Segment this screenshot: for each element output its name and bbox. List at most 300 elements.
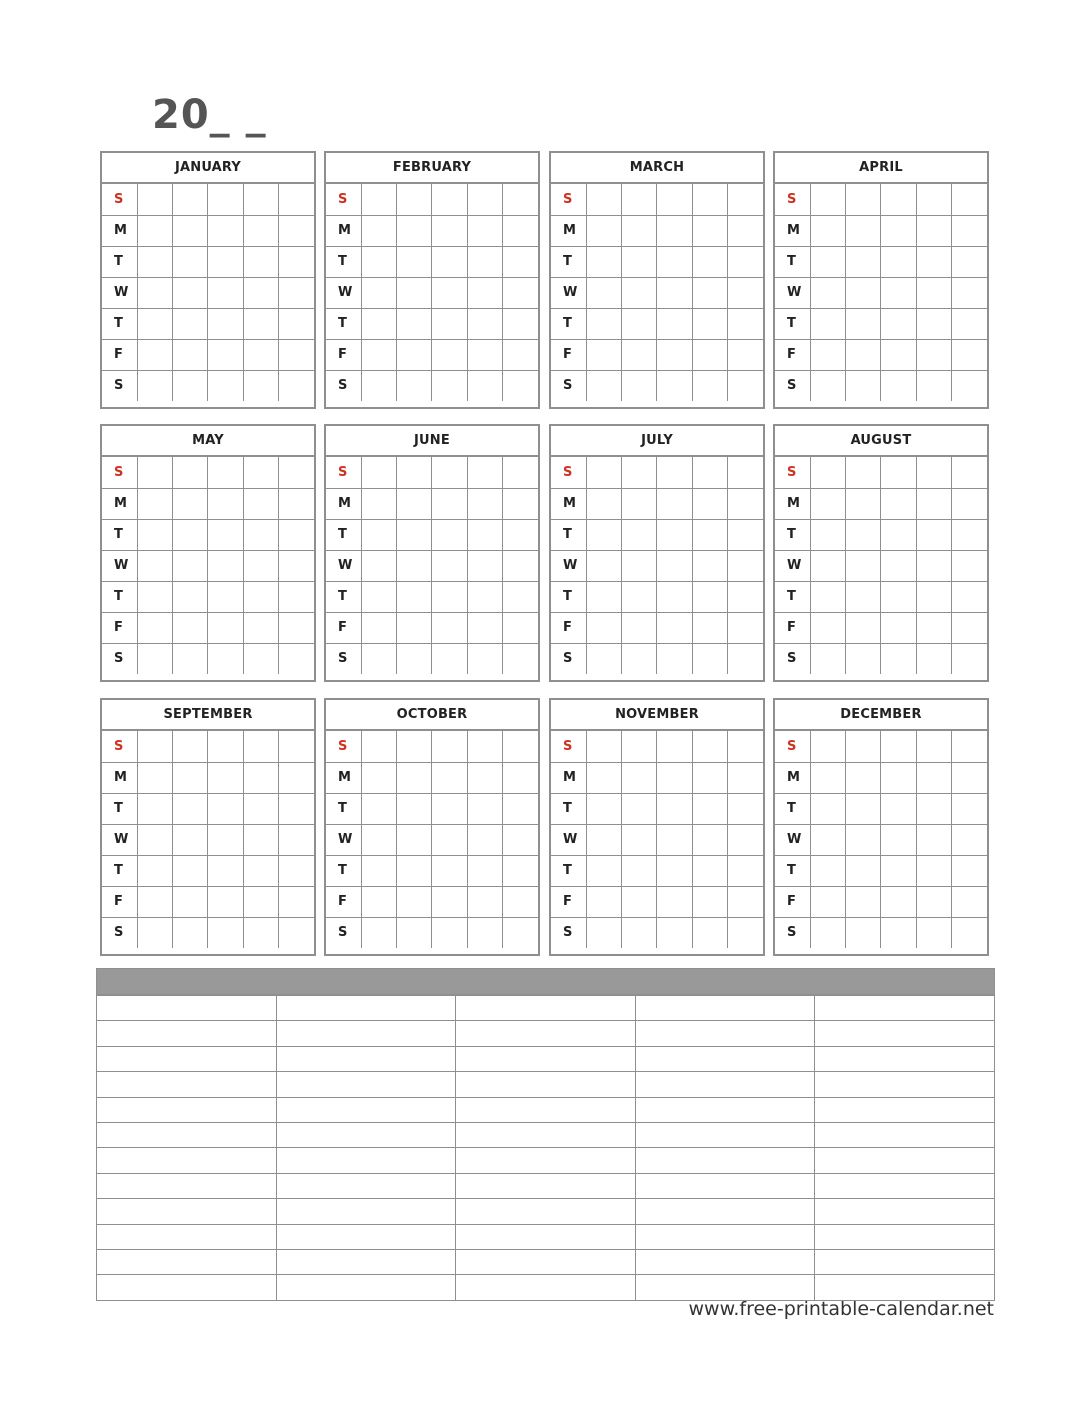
notes-cell[interactable] [635, 1097, 815, 1122]
day-cell[interactable] [810, 824, 845, 855]
day-cell[interactable] [432, 886, 467, 917]
day-cell[interactable] [881, 762, 916, 793]
notes-cell[interactable] [635, 1275, 815, 1300]
day-cell[interactable] [173, 917, 208, 948]
day-cell[interactable] [657, 550, 692, 581]
day-cell[interactable] [846, 184, 881, 215]
day-cell[interactable] [916, 339, 951, 370]
day-cell[interactable] [952, 457, 987, 488]
day-cell[interactable] [881, 824, 916, 855]
day-cell[interactable] [881, 550, 916, 581]
notes-cell[interactable] [276, 1173, 456, 1198]
day-cell[interactable] [208, 519, 243, 550]
day-cell[interactable] [846, 731, 881, 762]
day-cell[interactable] [173, 519, 208, 550]
day-cell[interactable] [503, 184, 538, 215]
day-cell[interactable] [952, 215, 987, 246]
day-cell[interactable] [243, 457, 278, 488]
day-cell[interactable] [137, 917, 172, 948]
notes-cell[interactable] [635, 1046, 815, 1071]
notes-cell[interactable] [97, 1097, 277, 1122]
notes-cell[interactable] [276, 1148, 456, 1173]
day-cell[interactable] [503, 457, 538, 488]
day-cell[interactable] [657, 519, 692, 550]
day-cell[interactable] [208, 246, 243, 277]
day-cell[interactable] [846, 886, 881, 917]
day-cell[interactable] [952, 762, 987, 793]
day-cell[interactable] [728, 793, 763, 824]
day-cell[interactable] [810, 184, 845, 215]
notes-cell[interactable] [815, 1072, 995, 1097]
day-cell[interactable] [952, 886, 987, 917]
day-cell[interactable] [397, 612, 432, 643]
day-cell[interactable] [586, 855, 621, 886]
day-cell[interactable] [361, 246, 396, 277]
day-cell[interactable] [137, 793, 172, 824]
day-cell[interactable] [279, 550, 314, 581]
day-cell[interactable] [692, 184, 727, 215]
day-cell[interactable] [503, 519, 538, 550]
day-cell[interactable] [952, 917, 987, 948]
day-cell[interactable] [846, 643, 881, 674]
day-cell[interactable] [173, 855, 208, 886]
day-cell[interactable] [173, 184, 208, 215]
day-cell[interactable] [846, 215, 881, 246]
day-cell[interactable] [622, 184, 657, 215]
day-cell[interactable] [503, 731, 538, 762]
notes-cell[interactable] [635, 1249, 815, 1274]
day-cell[interactable] [952, 824, 987, 855]
day-cell[interactable] [173, 339, 208, 370]
day-cell[interactable] [657, 246, 692, 277]
day-cell[interactable] [846, 308, 881, 339]
day-cell[interactable] [728, 917, 763, 948]
day-cell[interactable] [916, 731, 951, 762]
day-cell[interactable] [467, 215, 502, 246]
day-cell[interactable] [810, 215, 845, 246]
day-cell[interactable] [586, 550, 621, 581]
day-cell[interactable] [361, 519, 396, 550]
day-cell[interactable] [137, 246, 172, 277]
day-cell[interactable] [586, 339, 621, 370]
day-cell[interactable] [622, 457, 657, 488]
day-cell[interactable] [586, 184, 621, 215]
notes-cell[interactable] [276, 1097, 456, 1122]
notes-cell[interactable] [815, 1199, 995, 1224]
day-cell[interactable] [692, 246, 727, 277]
notes-cell[interactable] [456, 1275, 636, 1300]
day-cell[interactable] [692, 643, 727, 674]
day-cell[interactable] [361, 308, 396, 339]
day-cell[interactable] [692, 824, 727, 855]
day-cell[interactable] [657, 793, 692, 824]
notes-cell[interactable] [276, 1072, 456, 1097]
day-cell[interactable] [503, 581, 538, 612]
day-cell[interactable] [397, 824, 432, 855]
day-cell[interactable] [467, 581, 502, 612]
day-cell[interactable] [810, 339, 845, 370]
day-cell[interactable] [467, 519, 502, 550]
day-cell[interactable] [810, 246, 845, 277]
day-cell[interactable] [432, 339, 467, 370]
day-cell[interactable] [361, 457, 396, 488]
notes-cell[interactable] [276, 1122, 456, 1147]
day-cell[interactable] [361, 824, 396, 855]
day-cell[interactable] [503, 793, 538, 824]
day-cell[interactable] [622, 886, 657, 917]
day-cell[interactable] [586, 488, 621, 519]
day-cell[interactable] [881, 339, 916, 370]
notes-cell[interactable] [635, 1148, 815, 1173]
day-cell[interactable] [361, 731, 396, 762]
day-cell[interactable] [397, 457, 432, 488]
day-cell[interactable] [952, 488, 987, 519]
day-cell[interactable] [846, 370, 881, 401]
day-cell[interactable] [361, 339, 396, 370]
day-cell[interactable] [432, 488, 467, 519]
day-cell[interactable] [586, 731, 621, 762]
day-cell[interactable] [279, 612, 314, 643]
day-cell[interactable] [916, 855, 951, 886]
day-cell[interactable] [173, 550, 208, 581]
notes-cell[interactable] [97, 1148, 277, 1173]
day-cell[interactable] [622, 488, 657, 519]
day-cell[interactable] [622, 370, 657, 401]
day-cell[interactable] [397, 917, 432, 948]
day-cell[interactable] [243, 277, 278, 308]
day-cell[interactable] [692, 488, 727, 519]
day-cell[interactable] [846, 519, 881, 550]
day-cell[interactable] [692, 277, 727, 308]
day-cell[interactable] [208, 793, 243, 824]
notes-cell[interactable] [635, 1173, 815, 1198]
day-cell[interactable] [137, 457, 172, 488]
day-cell[interactable] [137, 824, 172, 855]
day-cell[interactable] [916, 612, 951, 643]
day-cell[interactable] [622, 612, 657, 643]
day-cell[interactable] [586, 824, 621, 855]
day-cell[interactable] [657, 886, 692, 917]
day-cell[interactable] [208, 457, 243, 488]
day-cell[interactable] [810, 793, 845, 824]
day-cell[interactable] [243, 370, 278, 401]
day-cell[interactable] [952, 339, 987, 370]
day-cell[interactable] [846, 339, 881, 370]
day-cell[interactable] [810, 277, 845, 308]
day-cell[interactable] [432, 246, 467, 277]
day-cell[interactable] [397, 308, 432, 339]
day-cell[interactable] [467, 550, 502, 581]
day-cell[interactable] [846, 855, 881, 886]
day-cell[interactable] [432, 824, 467, 855]
day-cell[interactable] [243, 519, 278, 550]
notes-cell[interactable] [815, 1097, 995, 1122]
day-cell[interactable] [622, 731, 657, 762]
day-cell[interactable] [361, 762, 396, 793]
day-cell[interactable] [586, 762, 621, 793]
day-cell[interactable] [657, 762, 692, 793]
day-cell[interactable] [657, 277, 692, 308]
day-cell[interactable] [137, 519, 172, 550]
day-cell[interactable] [916, 519, 951, 550]
day-cell[interactable] [952, 612, 987, 643]
day-cell[interactable] [467, 308, 502, 339]
day-cell[interactable] [432, 643, 467, 674]
notes-cell[interactable] [815, 1021, 995, 1046]
day-cell[interactable] [881, 612, 916, 643]
day-cell[interactable] [361, 370, 396, 401]
day-cell[interactable] [173, 246, 208, 277]
notes-cell[interactable] [456, 1072, 636, 1097]
notes-cell[interactable] [276, 1046, 456, 1071]
day-cell[interactable] [208, 824, 243, 855]
notes-cell[interactable] [815, 1224, 995, 1249]
day-cell[interactable] [952, 855, 987, 886]
notes-cell[interactable] [97, 1046, 277, 1071]
day-cell[interactable] [692, 917, 727, 948]
day-cell[interactable] [881, 370, 916, 401]
notes-cell[interactable] [815, 1148, 995, 1173]
day-cell[interactable] [173, 731, 208, 762]
day-cell[interactable] [728, 246, 763, 277]
day-cell[interactable] [137, 762, 172, 793]
day-cell[interactable] [728, 762, 763, 793]
day-cell[interactable] [728, 643, 763, 674]
day-cell[interactable] [397, 215, 432, 246]
day-cell[interactable] [279, 488, 314, 519]
day-cell[interactable] [279, 277, 314, 308]
notes-cell[interactable] [97, 1199, 277, 1224]
day-cell[interactable] [361, 793, 396, 824]
day-cell[interactable] [137, 612, 172, 643]
day-cell[interactable] [503, 824, 538, 855]
day-cell[interactable] [622, 643, 657, 674]
day-cell[interactable] [279, 886, 314, 917]
day-cell[interactable] [881, 917, 916, 948]
day-cell[interactable] [432, 184, 467, 215]
day-cell[interactable] [361, 886, 396, 917]
day-cell[interactable] [467, 917, 502, 948]
notes-cell[interactable] [276, 996, 456, 1021]
day-cell[interactable] [397, 643, 432, 674]
day-cell[interactable] [279, 457, 314, 488]
day-cell[interactable] [397, 762, 432, 793]
day-cell[interactable] [657, 308, 692, 339]
day-cell[interactable] [657, 917, 692, 948]
day-cell[interactable] [916, 370, 951, 401]
day-cell[interactable] [279, 184, 314, 215]
day-cell[interactable] [503, 339, 538, 370]
day-cell[interactable] [728, 277, 763, 308]
day-cell[interactable] [952, 277, 987, 308]
day-cell[interactable] [432, 370, 467, 401]
day-cell[interactable] [503, 488, 538, 519]
day-cell[interactable] [881, 793, 916, 824]
day-cell[interactable] [173, 370, 208, 401]
day-cell[interactable] [692, 215, 727, 246]
day-cell[interactable] [467, 612, 502, 643]
day-cell[interactable] [467, 762, 502, 793]
day-cell[interactable] [952, 643, 987, 674]
day-cell[interactable] [810, 519, 845, 550]
day-cell[interactable] [503, 762, 538, 793]
day-cell[interactable] [657, 457, 692, 488]
day-cell[interactable] [692, 886, 727, 917]
day-cell[interactable] [432, 855, 467, 886]
day-cell[interactable] [916, 215, 951, 246]
day-cell[interactable] [208, 917, 243, 948]
notes-cell[interactable] [97, 1275, 277, 1300]
day-cell[interactable] [432, 612, 467, 643]
day-cell[interactable] [243, 581, 278, 612]
day-cell[interactable] [657, 612, 692, 643]
notes-cell[interactable] [276, 1021, 456, 1046]
day-cell[interactable] [586, 277, 621, 308]
notes-cell[interactable] [635, 1224, 815, 1249]
day-cell[interactable] [397, 731, 432, 762]
day-cell[interactable] [622, 917, 657, 948]
day-cell[interactable] [279, 339, 314, 370]
day-cell[interactable] [361, 215, 396, 246]
day-cell[interactable] [503, 886, 538, 917]
day-cell[interactable] [243, 215, 278, 246]
day-cell[interactable] [881, 308, 916, 339]
day-cell[interactable] [657, 643, 692, 674]
day-cell[interactable] [279, 855, 314, 886]
day-cell[interactable] [208, 308, 243, 339]
day-cell[interactable] [137, 643, 172, 674]
day-cell[interactable] [173, 793, 208, 824]
notes-cell[interactable] [815, 1046, 995, 1071]
day-cell[interactable] [467, 339, 502, 370]
day-cell[interactable] [397, 581, 432, 612]
day-cell[interactable] [503, 550, 538, 581]
day-cell[interactable] [916, 762, 951, 793]
day-cell[interactable] [137, 731, 172, 762]
day-cell[interactable] [173, 886, 208, 917]
day-cell[interactable] [279, 308, 314, 339]
day-cell[interactable] [881, 457, 916, 488]
day-cell[interactable] [881, 643, 916, 674]
day-cell[interactable] [622, 277, 657, 308]
day-cell[interactable] [432, 215, 467, 246]
day-cell[interactable] [881, 246, 916, 277]
day-cell[interactable] [586, 215, 621, 246]
day-cell[interactable] [846, 612, 881, 643]
day-cell[interactable] [728, 855, 763, 886]
day-cell[interactable] [279, 215, 314, 246]
day-cell[interactable] [137, 886, 172, 917]
day-cell[interactable] [692, 612, 727, 643]
day-cell[interactable] [361, 612, 396, 643]
day-cell[interactable] [397, 277, 432, 308]
day-cell[interactable] [846, 550, 881, 581]
notes-cell[interactable] [456, 1148, 636, 1173]
notes-cell[interactable] [456, 996, 636, 1021]
day-cell[interactable] [467, 184, 502, 215]
day-cell[interactable] [208, 855, 243, 886]
day-cell[interactable] [173, 308, 208, 339]
day-cell[interactable] [657, 824, 692, 855]
day-cell[interactable] [137, 277, 172, 308]
day-cell[interactable] [243, 308, 278, 339]
day-cell[interactable] [467, 824, 502, 855]
day-cell[interactable] [173, 612, 208, 643]
notes-cell[interactable] [456, 1173, 636, 1198]
day-cell[interactable] [846, 488, 881, 519]
day-cell[interactable] [916, 308, 951, 339]
day-cell[interactable] [810, 731, 845, 762]
day-cell[interactable] [881, 731, 916, 762]
day-cell[interactable] [622, 215, 657, 246]
notes-cell[interactable] [635, 996, 815, 1021]
day-cell[interactable] [173, 215, 208, 246]
day-cell[interactable] [881, 519, 916, 550]
day-cell[interactable] [243, 612, 278, 643]
day-cell[interactable] [173, 457, 208, 488]
day-cell[interactable] [243, 488, 278, 519]
day-cell[interactable] [467, 886, 502, 917]
notes-cell[interactable] [635, 1122, 815, 1147]
day-cell[interactable] [728, 731, 763, 762]
day-cell[interactable] [586, 519, 621, 550]
day-cell[interactable] [173, 762, 208, 793]
day-cell[interactable] [208, 643, 243, 674]
day-cell[interactable] [586, 246, 621, 277]
day-cell[interactable] [692, 581, 727, 612]
day-cell[interactable] [208, 762, 243, 793]
day-cell[interactable] [586, 308, 621, 339]
day-cell[interactable] [622, 793, 657, 824]
day-cell[interactable] [692, 308, 727, 339]
day-cell[interactable] [279, 793, 314, 824]
day-cell[interactable] [952, 246, 987, 277]
day-cell[interactable] [361, 917, 396, 948]
notes-cell[interactable] [97, 996, 277, 1021]
day-cell[interactable] [173, 277, 208, 308]
day-cell[interactable] [503, 277, 538, 308]
day-cell[interactable] [692, 550, 727, 581]
day-cell[interactable] [846, 581, 881, 612]
day-cell[interactable] [243, 246, 278, 277]
notes-cell[interactable] [97, 1249, 277, 1274]
day-cell[interactable] [810, 550, 845, 581]
day-cell[interactable] [397, 246, 432, 277]
day-cell[interactable] [622, 824, 657, 855]
notes-cell[interactable] [456, 1249, 636, 1274]
day-cell[interactable] [657, 581, 692, 612]
day-cell[interactable] [810, 370, 845, 401]
day-cell[interactable] [243, 917, 278, 948]
day-cell[interactable] [586, 457, 621, 488]
day-cell[interactable] [881, 277, 916, 308]
day-cell[interactable] [728, 370, 763, 401]
day-cell[interactable] [208, 339, 243, 370]
day-cell[interactable] [657, 731, 692, 762]
day-cell[interactable] [432, 550, 467, 581]
day-cell[interactable] [397, 550, 432, 581]
day-cell[interactable] [243, 793, 278, 824]
notes-cell[interactable] [97, 1021, 277, 1046]
day-cell[interactable] [881, 215, 916, 246]
day-cell[interactable] [432, 762, 467, 793]
day-cell[interactable] [952, 184, 987, 215]
day-cell[interactable] [467, 731, 502, 762]
day-cell[interactable] [657, 370, 692, 401]
day-cell[interactable] [810, 457, 845, 488]
day-cell[interactable] [208, 612, 243, 643]
day-cell[interactable] [361, 184, 396, 215]
